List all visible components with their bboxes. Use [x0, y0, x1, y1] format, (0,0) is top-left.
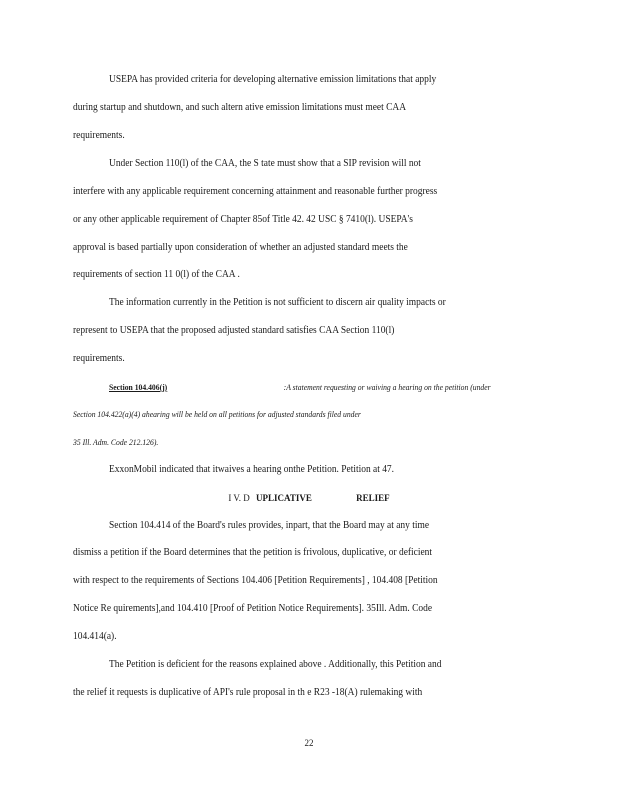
text-line: interfere with any applicable requirement concerning attainment and reasonable further progress: [73, 186, 438, 197]
quote-text: :A statement requesting or waiving a hearing on the petition (under: [283, 382, 491, 392]
text-line: ExxonMobil indicated that itwaives a hearing onthe Petition. Petition at 47.: [109, 464, 395, 475]
text-line: with respect to the requirements of Sections 104.406 [Petition Requirements] , 104.408 [Petition: [73, 575, 438, 586]
heading-part: I V. D: [228, 493, 250, 503]
text-line: Under Section 110(l) of the CAA, the S tate must show that a SIP revision will not: [109, 158, 421, 169]
quote-line: [109, 380, 491, 394]
text-line: represent to USEPA that the proposed adjusted standard satisfies CAA Section 110(l): [73, 325, 395, 336]
text-line: Notice Re quirements],and 104.410 [Proof of Petition Notice Requirements]. 35Ill. Adm. Code: [73, 603, 433, 614]
text-line: approval is based partially upon consideration of whether an adjusted standard meets the: [73, 242, 408, 253]
text-line: USEPA has provided criteria for developing alternative emission limitations that apply: [109, 74, 437, 85]
section-heading: [0, 491, 618, 505]
text-line: requirements.: [73, 130, 125, 141]
text-line: the relief it requests is duplicative of API's rule proposal in th e R23 -18(A) rulemaking with: [73, 687, 423, 698]
heading-part: RELIEF: [356, 493, 390, 503]
text-line: requirements of section 11 0(l) of the CAA .: [73, 269, 240, 280]
text-line: The information currently in the Petition is not sufficient to discern air quality impacts or: [109, 297, 446, 308]
text-line: The Petition is deficient for the reasons explained above . Additionally, this Petition and: [109, 659, 442, 670]
page-number: 22: [304, 738, 314, 748]
text-line: during startup and shutdown, and such altern ative emission limitations must meet CAA: [73, 102, 407, 113]
quote-line: Section 104.422(a)(4) ahearing will be held on all petitions for adjusted standards filed under: [73, 409, 361, 419]
text-line: dismiss a petition if the Board determines that the petition is frivolous, duplicative, or deficient: [73, 547, 433, 558]
text-line: or any other applicable requirement of Chapter 85of Title 42. 42 USC § 7410(l). USEPA's: [73, 214, 413, 225]
quote-line: 35 Ill. Adm. Code 212.126).: [73, 437, 159, 447]
text-line: Section 104.414 of the Board's rules provides, inpart, that the Board may at any time: [109, 520, 430, 531]
quote-heading: Section 104.406(j): [109, 382, 168, 392]
heading-part: UPLICATIVE: [256, 493, 312, 503]
text-line: requirements.: [73, 353, 125, 364]
text-line: 104.414(a).: [73, 631, 117, 642]
